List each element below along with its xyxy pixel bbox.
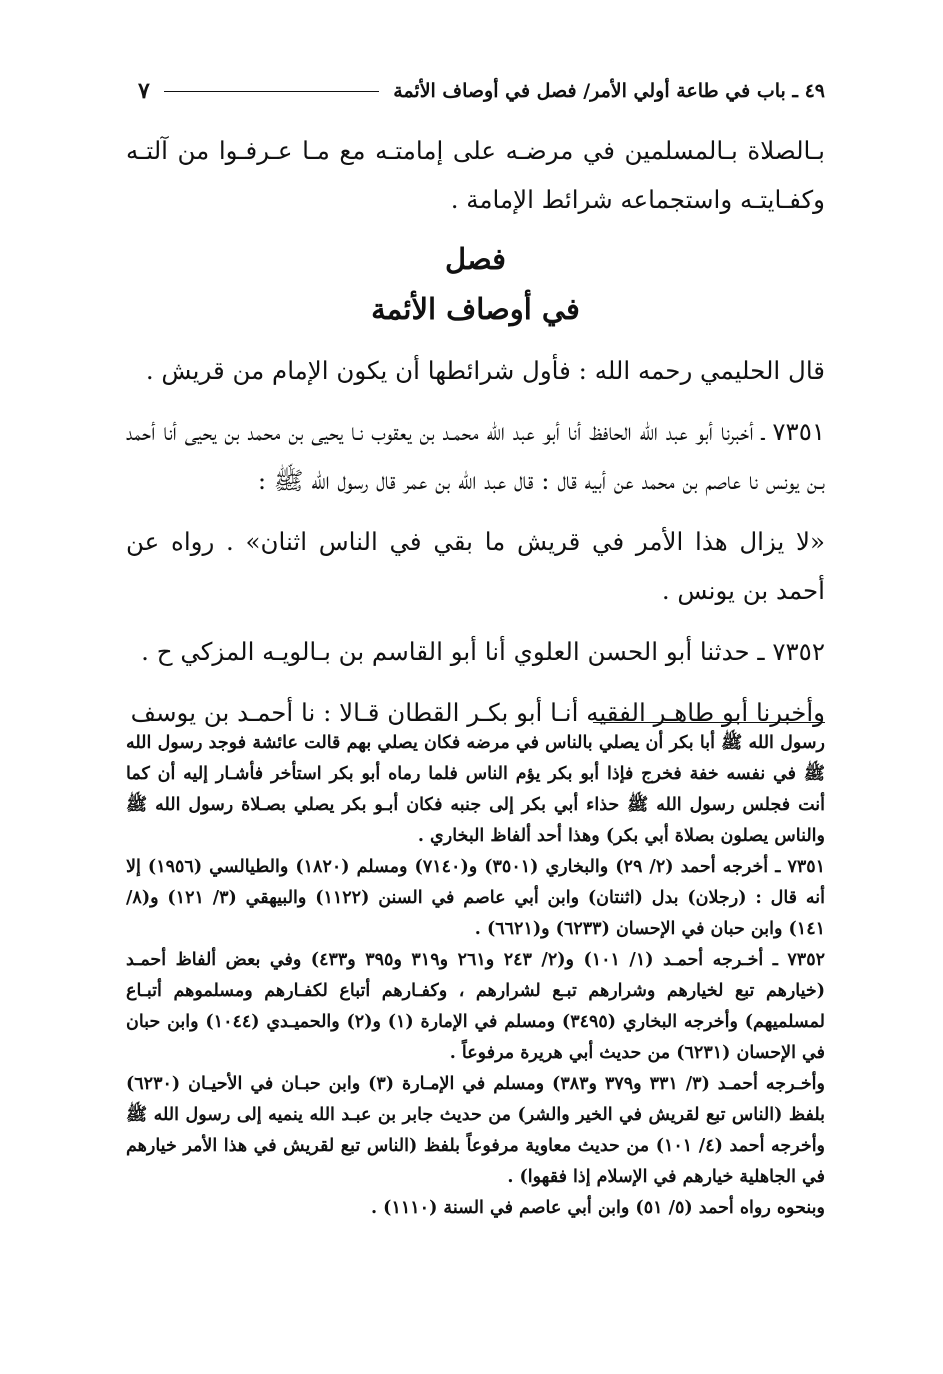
footnote-7351: ٧٣٥١ ـ أخرجه أحمد (٢/ ٢٩) والبخاري (٣٥٠١) و(٧١٤٠) ومسلم (١٨٢٠) والطيالسي (١٩٥٦) إلا أنه قال : (رجلان) بدل (اثنتان) وابن أبي عاصم في السنن (١١٢٢) والبيهقي (٣/ ١٢١) و(٨/ ١٤١) وابن حبان في الإحسان (٦٢٣٣) و(٦٦٢١) . bbox=[126, 857, 826, 939]
footnotes bbox=[126, 728, 825, 1224]
hadith-7352-continuation: وأخبرنا أبو طاهـر الفقيه أنـا أبو بكـر القطان قـالا : نا أحمـد بن يوسف bbox=[130, 698, 825, 727]
hadith-7351-isnad: ٧٣٥١ ـ أخبرنا أبو عبد الله الحافظ أنا أبو عبد الله محمـد بن يعقوب نـا يحيى بن محمد بن يحيى أنا أحمد بـن يونس نا عاصم بن محمد عن أبيه قال : قال عبد الله بن عمر قال رسول الله ﷺ : bbox=[126, 417, 826, 495]
running-header bbox=[138, 76, 825, 106]
section-subheading: في أوصاف الأئمة bbox=[371, 292, 580, 326]
paragraph-continuation: بـالصلاة بـالمسلمين في مرضـه على إمامتـه مع مـا عـرفـوا من آلتـه وكفـايتـه واستجماعه شرائط الإمامة . bbox=[126, 136, 825, 214]
hadith-7352-isnad: ٧٣٥٢ ـ حدثنا أبو الحسن العلوي أنا أبو القاسم بن بـالويـه المزكي ح . bbox=[141, 637, 825, 666]
footnote-separator bbox=[593, 722, 825, 723]
footnote-7352: ٧٣٥٢ ـ أخـرجه أحمـد (١/ ١٠١) و(٢/ ٢٤٣ و٢٦١ و٣١٩ و٣٩٥ و٤٣٣) وفي بعض ألفاظ أحمـد (خيارهم تبع لخيارهم وشرارهم تبـع لشرارهم ، وكفـارهم أتباع لكفـارهم ومسلموهم أتبـاع لمسلميهم) وأخرجه البخاري (٣٤٩٥) ومسلم في الإمارة (١) و(٢) والحميـدي (١٠٤٤) وابن حبان في الإحسان (٦٢٣١) من حديث أبي هريرة مرفوعاً . bbox=[126, 950, 826, 1063]
main-text bbox=[126, 126, 825, 737]
section-heading: فصل bbox=[445, 242, 506, 276]
hadith-7351-matn: «لا يزال هذا الأمر في قريش ما بقي في الناس اثنان» . رواه عن أحمد بن يونس . bbox=[126, 527, 825, 605]
header-rule bbox=[164, 91, 379, 92]
page-number: ٧ bbox=[138, 78, 150, 104]
footnote-7352-third: وبنحوه رواه أحمد (٥/ ٥١) وابن أبي عاصم في السنة (١١١٠) . bbox=[370, 1198, 825, 1218]
chapter-title: ٤٩ ـ باب في طاعة أولي الأمر/ فصل في أوصاف الأئمة bbox=[393, 80, 825, 102]
paragraph-halimi: قال الحليمي رحمه الله : فأول شرائطها أن يكون الإمام من قريش . bbox=[145, 356, 825, 385]
footnote-continuation: رسول الله ﷺ أبا بكر أن يصلي بالناس في مرضه فكان يصلي بهم قالت عائشة فوجد رسول الله ﷺ في نفسه خفة فخرج فإذا أبو بكر يؤم الناس فلما رماه أبو بكر استأخر فأشـار إليه أن كما أنت فجلس رسول الله ﷺ حذاء أبي بكر إلى جنبه فكان أبـو بكر يصلي بصـلاة رسول الله ﷺ والناس يصلون بصلاة أبي بكر) وهذا أحد ألفاظ البخاري . bbox=[126, 733, 825, 846]
footnote-7352-second: وأخـرجه أحمـد (٣/ ٣٣١ و٣٧٩ و٣٨٣) ومسلم في الإمـارة (٣) وابن حبـان في الأحيـان (٦٢٣٠) بلفظ (الناس تبع لقريش في الخير والشر) من حديث جابر بن عبـد الله ينميه إلى رسول الله ﷺ وأخرجه أحمد (٤/ ١٠١) من حديث معاوية مرفوعاً بلفظ (الناس تبع لقريش في هذا الأمر خيارهم في الجاهلية خيارهم في الإسلام إذا فقهوا) . bbox=[126, 1074, 826, 1187]
